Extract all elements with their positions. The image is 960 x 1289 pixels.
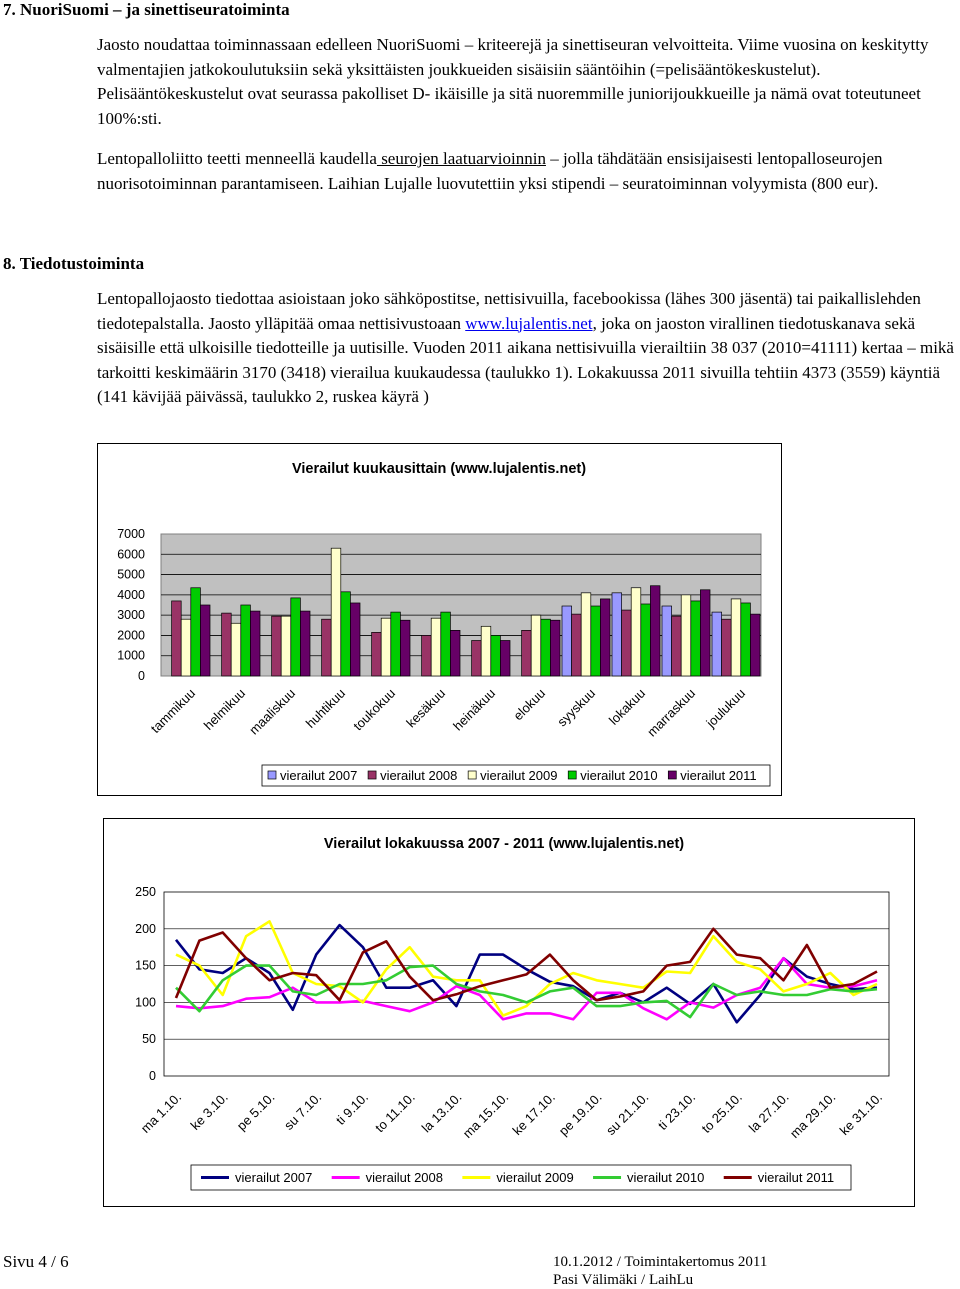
footer-document-info: 10.1.2012 / Toimintakertomus 2011: [553, 1254, 768, 1270]
bar: [731, 599, 741, 676]
bar: [472, 641, 482, 677]
x-tick-label: ma 29.10.: [786, 1089, 839, 1142]
legend-label: vierailut 2008: [365, 1170, 444, 1185]
legend-swatch: [368, 771, 376, 779]
legend-label: vierailut 2008: [380, 768, 458, 783]
legend-label: vierailut 2010: [627, 1170, 705, 1185]
y-tick-label: 150: [135, 958, 156, 973]
x-tick-label: joulukuu: [703, 685, 749, 731]
october-visits-chart-svg: [104, 819, 914, 1206]
website-link[interactable]: www.lujalentis.net: [465, 313, 593, 333]
y-tick-label: 200: [135, 921, 156, 936]
section-7-heading: 7. NuoriSuomi – ja sinettiseuratoiminta: [3, 0, 290, 19]
bar: [750, 614, 760, 676]
bar: [631, 588, 641, 676]
bar: [300, 611, 310, 676]
x-tick-label: maaliskuu: [246, 685, 299, 738]
bar: [672, 616, 682, 676]
x-tick-label: tammikuu: [147, 685, 199, 736]
bar: [662, 606, 672, 676]
paragraph-text-end: , joka on jaoston virallinen tiedotuskanava sekä sisäisille että ulkoisille tiedotteille ja uutisille. Vuoden 2011 aikana nettisivuilla vierailtiin 38 037 (2010=41111) kertaa – mikä tarkoitti keskimäärin 3170 (3418) vierailua kuukaudessa (taulukko 1). Lokakuussa 2011 sivuilla tehtiin 4373 (3559) käyntiä (141 kävijää päivässä, taulukko 2, ruskea käyrä ): [97, 313, 954, 406]
paragraph-2-text-start: Lentopalloliitto teetti menneellä kaudella: [97, 149, 377, 168]
bar: [350, 603, 360, 676]
bar: [450, 630, 460, 676]
y-tick-label: 50: [142, 1032, 156, 1047]
y-tick-label: 6000: [117, 547, 145, 562]
section-8-heading: 8. Tiedotustoiminta: [3, 254, 145, 273]
x-tick-label: ma 15.10.: [459, 1089, 512, 1142]
bar: [331, 548, 341, 676]
bar: [222, 613, 232, 676]
bar: [422, 635, 432, 676]
bar: [641, 604, 651, 676]
x-tick-label: to 11.10.: [372, 1089, 418, 1136]
bar: [572, 614, 582, 676]
x-tick-label: su 21.10.: [603, 1089, 652, 1138]
y-tick-label: 7000: [117, 527, 145, 541]
monthly-visits-chart: [97, 443, 782, 796]
legend-label: vierailut 2011: [757, 1170, 835, 1185]
y-tick-label: 0: [149, 1069, 156, 1083]
paragraph-text-start: Lentopallojaosto tiedottaa asioistaan joko sähköpostitse, nettisivuilla, facebookissa (lähes 300 jäsentä) tai paikallislehden tiedotepalstalla. Jaosto ylläpitää omaa nettisivustoaan: [97, 289, 921, 333]
bar: [591, 606, 601, 676]
legend-label: vierailut 2010: [580, 768, 658, 783]
x-tick-label: ti 23.10.: [654, 1089, 699, 1133]
bar: [650, 586, 660, 676]
bar: [550, 620, 560, 676]
x-tick-label: ke 17.10.: [509, 1089, 558, 1138]
x-tick-label: la 27.10.: [745, 1089, 792, 1136]
bar: [581, 593, 591, 676]
section-8-paragraph: [97, 287, 959, 410]
x-tick-label: ma 1.10.: [137, 1089, 185, 1136]
section-7-paragraph-2: [97, 147, 959, 196]
bar: [191, 588, 201, 676]
bar: [400, 620, 410, 676]
legend-label: vierailut 2007: [235, 1170, 313, 1185]
bar: [281, 616, 291, 676]
legend-swatch: [468, 771, 476, 779]
monthly-visits-chart-svg: [98, 444, 781, 795]
paragraph-2-text-end: – jolla tähdätään ensisijaisesti lentopalloseurojen nuorisotoiminnan parantamiseen. Laihian Lujalle luovutettiin yksi stipendi – seuratoiminnan volyymista (800 eur).: [97, 149, 883, 193]
bar: [372, 632, 382, 676]
y-tick-label: 5000: [117, 567, 145, 582]
legend-label: vierailut 2009: [480, 768, 558, 783]
bar: [541, 619, 551, 676]
x-tick-label: kesäkuu: [403, 685, 449, 731]
legend-label: vierailut 2009: [496, 1170, 574, 1185]
bar: [700, 590, 710, 676]
x-tick-label: to 25.10.: [698, 1089, 745, 1136]
section-7-paragraph-1: Jaosto noudattaa toiminnassaan edelleen NuoriSuomi – kriteerejä ja sinettiseuran velvoitteita. Viime vuosina on keskitytty valmentajien jatkokoulutuksiin sekä yksittäisten joukkueiden sisäisiin sääntöihin (=pelisääntökeskustelut). Pelisääntökeskustelut ovat seurassa pakolliset D- ikäisille ja sitä nuoremmille juniorijoukkueille ja nämä ovat toteutuneet 100%:sti.: [97, 35, 929, 128]
y-tick-label: 4000: [117, 587, 145, 602]
bar: [172, 601, 182, 676]
x-tick-label: marraskuu: [644, 685, 699, 740]
legend-swatch: [668, 771, 676, 779]
y-tick-label: 3000: [117, 608, 145, 623]
bar: [500, 641, 510, 677]
bar: [681, 595, 691, 676]
bar: [622, 610, 632, 676]
x-tick-label: huhtikuu: [302, 685, 349, 731]
bar: [181, 619, 191, 676]
bar: [562, 606, 572, 676]
y-tick-label: 0: [138, 669, 145, 683]
bar: [612, 593, 622, 676]
x-tick-label: su 7.10.: [280, 1089, 325, 1133]
y-tick-label: 100: [135, 995, 156, 1010]
bar: [431, 618, 441, 676]
y-tick-label: 250: [135, 885, 156, 899]
bar: [291, 598, 301, 676]
x-tick-label: helmikuu: [200, 685, 249, 733]
legend-swatch: [268, 771, 276, 779]
legend-swatch: [568, 771, 576, 779]
bar: [712, 612, 722, 676]
x-tick-label: pe 5.10.: [233, 1089, 278, 1134]
bar: [341, 592, 351, 676]
bar: [531, 615, 541, 676]
bar: [381, 618, 391, 676]
bar: [741, 603, 751, 676]
bar: [481, 626, 491, 676]
bar: [441, 612, 451, 676]
bar: [691, 601, 701, 676]
bar: [722, 619, 732, 676]
legend-label: vierailut 2011: [680, 768, 757, 783]
x-tick-label: la 13.10.: [418, 1089, 465, 1136]
bar: [200, 605, 210, 676]
x-tick-label: lokakuu: [605, 685, 649, 728]
x-tick-label: ke 31.10.: [836, 1089, 886, 1138]
bar: [272, 616, 282, 676]
chart-title: Vierailut kuukausittain (www.lujalentis.net): [291, 461, 587, 477]
legend-label: vierailut 2007: [280, 768, 358, 783]
bar: [600, 599, 610, 676]
x-tick-label: pe 19.10.: [555, 1089, 605, 1139]
page-number: Sivu 4 / 6: [3, 1252, 69, 1271]
x-tick-label: syyskuu: [554, 685, 599, 730]
plot-area: [164, 892, 889, 1076]
y-tick-label: 1000: [117, 648, 145, 663]
bar: [491, 635, 501, 676]
bar: [322, 619, 332, 676]
bar: [250, 611, 260, 676]
bar: [241, 605, 251, 676]
x-tick-label: heinäkuu: [450, 685, 499, 734]
laatuarviointi-underlined: seurojen laatuarvioinnin: [376, 149, 546, 168]
footer-author: Pasi Välimäki / LaihLu: [553, 1272, 694, 1288]
x-tick-label: ti 9.10.: [332, 1089, 372, 1128]
x-tick-label: elokuu: [510, 685, 549, 724]
y-tick-label: 2000: [117, 628, 145, 643]
x-tick-label: toukokuu: [350, 685, 399, 734]
chart-title: Vierailut lokakuussa 2007 - 2011 (www.lujalentis.net): [323, 836, 685, 852]
october-visits-chart: [103, 818, 915, 1207]
bar: [391, 612, 401, 676]
x-tick-label: ke 3.10.: [187, 1089, 231, 1133]
bar: [522, 630, 532, 676]
bar: [231, 623, 241, 676]
